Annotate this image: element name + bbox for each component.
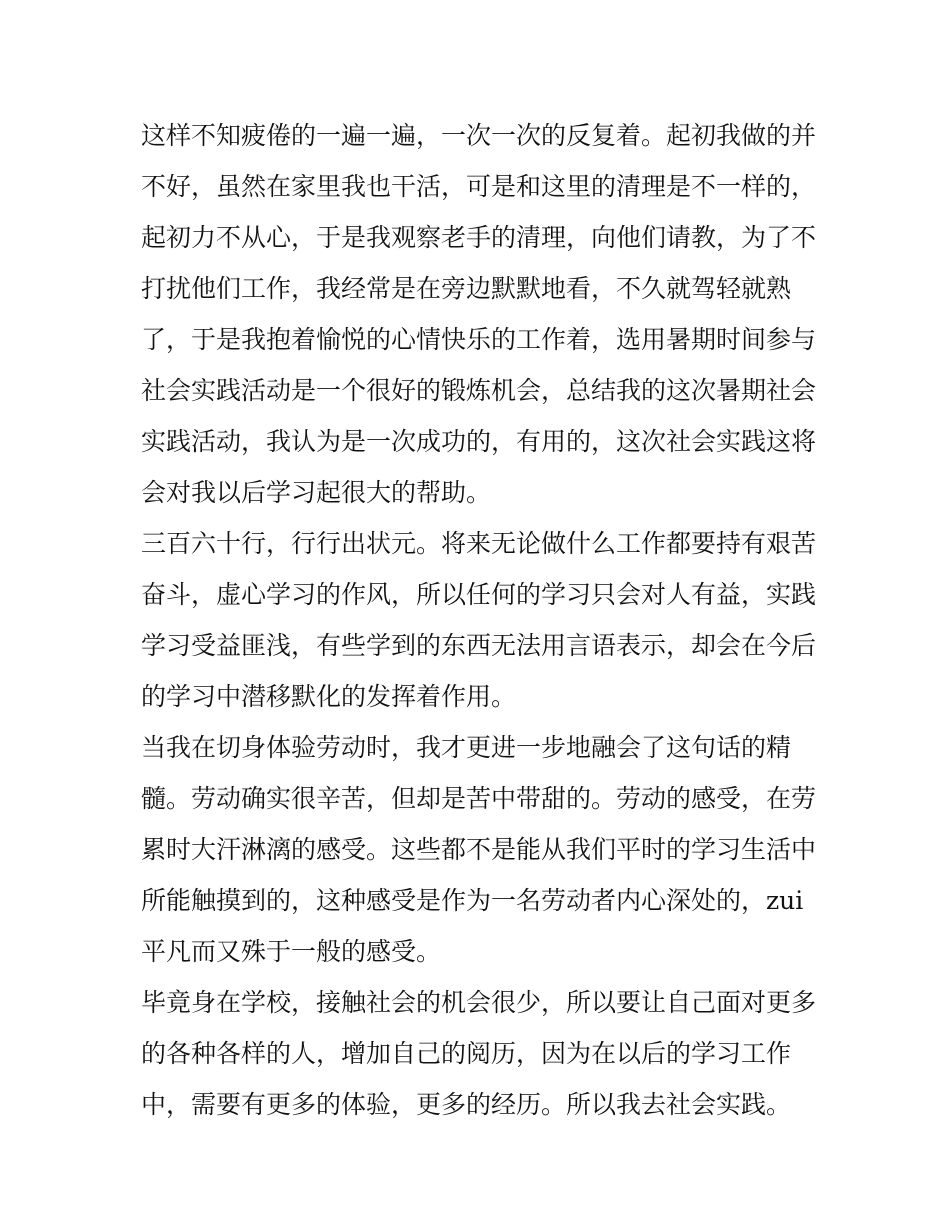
- text-line: 平凡而又殊于一般的感受。: [141, 937, 442, 966]
- text-line: 实践活动，我认为是一次成功的，有用的，这次社会实践这将: [141, 427, 817, 456]
- text-line: 中，需要有更多的体验，更多的经历。所以我去社会实践。: [141, 1090, 792, 1119]
- text-line: 打扰他们工作，我经常是在旁边默默地看，不久就驾轻就熟: [141, 274, 792, 303]
- text-line: 会对我以后学习起很大的帮助。: [141, 478, 492, 507]
- text-line: 社会实践活动是一个很好的锻炼机会，总结我的这次暑期社会: [141, 376, 817, 405]
- text-line: 累时大汗淋漓的感受。这些都不是能从我们平时的学习生活中: [141, 835, 817, 864]
- text-line: 的学习中潜移默化的发挥着作用。: [141, 682, 517, 711]
- document-body: [141, 110, 821, 1130]
- paragraph-3: [141, 722, 821, 977]
- text-line: 髓。劳动确实很辛苦，但却是苦中带甜的。劳动的感受，在劳: [141, 784, 817, 813]
- text-line: 三百六十行，行行出状元。将来无论做什么工作都要持有艰苦: [141, 529, 817, 558]
- text-line: 的各种各样的人，增加自己的阅历，因为在以后的学习工作: [141, 1039, 792, 1068]
- text-line: 当我在切身体验劳动时，我才更进一步地融会了这句话的精: [141, 733, 792, 762]
- text-line: 了，于是我抱着愉悦的心情快乐的工作着，选用暑期时间参与: [141, 325, 817, 354]
- text-line: 毕竟身在学校，接触社会的机会很少，所以要让自己面对更多: [141, 988, 817, 1017]
- text-line: 这样不知疲倦的一遍一遍，一次一次的反复着。起初我做的并: [141, 121, 817, 150]
- text-line: 所能触摸到的，这种感受是作为一名劳动者内心深处的，zui: [141, 886, 804, 915]
- paragraph-2: [141, 518, 821, 722]
- text-line: 起初力不从心，于是我观察老手的清理，向他们请教，为了不: [141, 223, 817, 252]
- text-line: 不好，虽然在家里我也干活，可是和这里的清理是不一样的，: [141, 172, 817, 201]
- paragraph-4: [141, 977, 821, 1130]
- text-line: 学习受益匪浅，有些学到的东西无法用言语表示，却会在今后: [141, 631, 817, 660]
- text-line: 奋斗，虚心学习的作风，所以任何的学习只会对人有益，实践: [141, 580, 817, 609]
- paragraph-1: [141, 110, 821, 518]
